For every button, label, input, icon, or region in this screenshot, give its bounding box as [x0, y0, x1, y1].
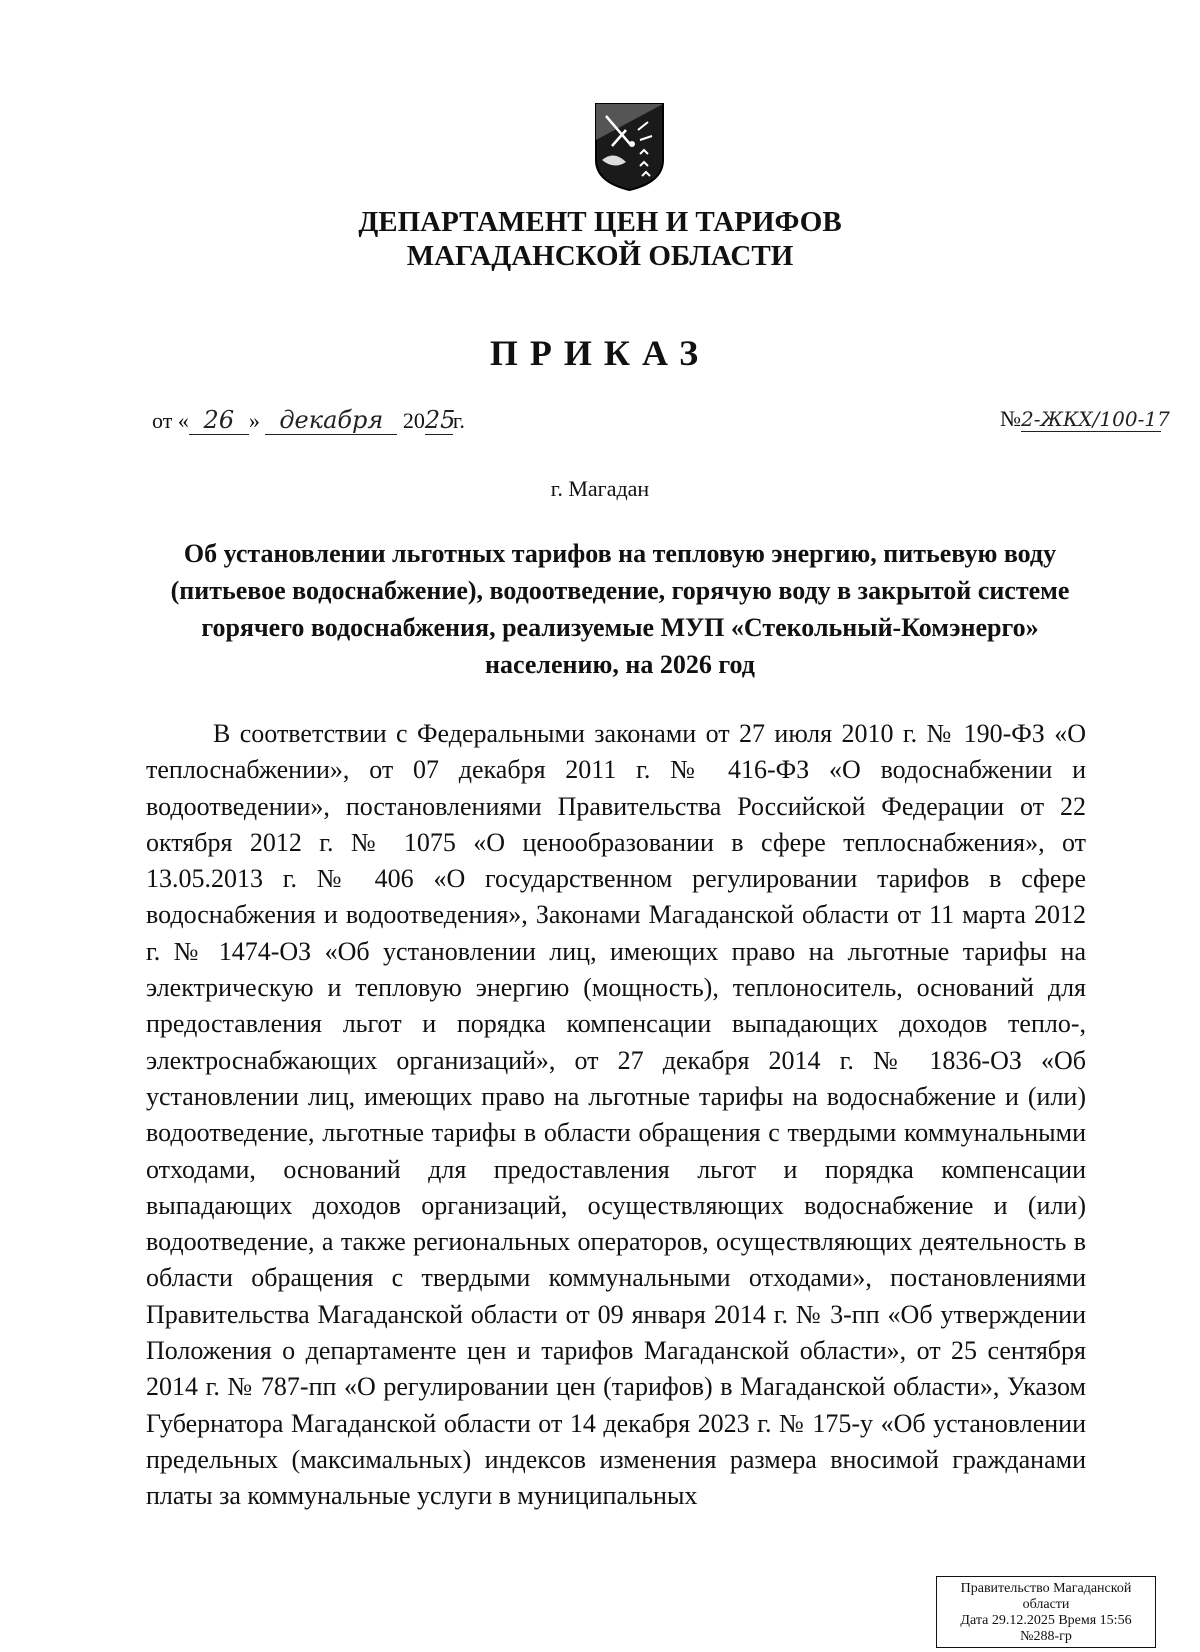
coat-of-arms-icon	[592, 100, 667, 192]
date-year-suffix: 25	[424, 406, 456, 434]
registration-stamp	[936, 1576, 1156, 1648]
department-name-line2: МАГАДАНСКОЙ ОБЛАСТИ	[406, 240, 794, 272]
date-mid: »	[248, 408, 260, 433]
order-number	[1000, 406, 1170, 432]
date-day: 26	[189, 406, 249, 435]
body-paragraph: В соответствии с Федеральными законами от 27 июля 2010 г. № 190-ФЗ «О теплоснабжении», от 07 декабря 2011 г. № 416-ФЗ «О водоснабжении и водоотведении», постановлениями Правительства Российской Федерации от 22 октября 2012 г. № 1075 «О ценообразовании в сфере теплоснабжения», от 13.05.2013 г. № 406 «О государственном регулировании тарифов в сфере водоснабжения и водоотведения», Законами Магаданской области от 11 марта 2012 г. № 1474-ОЗ «Об установлении лиц, имеющих право на льготные тарифы на электрическую и тепловую энергию (мощность), теплоноситель, оснований для предоставления льгот и порядка компенсации выпадающих доходов тепло-, электроснабжающих организаций», от 27 декабря 2014 г. № 1836-ОЗ «Об установлении лиц, имеющих право на льготные тарифы на водоснабжение и (или) водоотведение, льготные тарифы в области обращения с твердыми коммунальными отходами, оснований для предоставления льгот и порядка компенсации выпадающих доходов организаций, осуществляющих водоснабжение и (или) водоотведение, а также региональных операторов, осуществляющих деятельность в области обращения с твердыми коммунальными отходами», постановлениями Правительства Магаданской области от 09 января 2014 г. № 3-пп «Об утверждении Положения о департаменте цен и тарифов Магаданской области», от 25 сентября 2014 г. № 787-пп «О регулировании цен (тарифов) в Магаданской области», Указом Губернатора Магаданской области от 14 декабря 2023 г. № 175-у «Об установлении предельных (максимальных) индексов изменения размера вносимой гражданами платы за коммунальные услуги в муниципальных	[146, 719, 1086, 1511]
date-year-end: г.	[452, 408, 465, 433]
stamp-line-3: Дата 29.12.2025 Время 15:56	[960, 1613, 1132, 1628]
date-prefix: от «	[152, 408, 189, 433]
stamp-line-1: Правительство Магаданской	[960, 1581, 1132, 1596]
date-month: декабря	[265, 406, 397, 435]
department-name-line1: ДЕПАРТАМЕНТ ЦЕН И ТАРИФОВ	[358, 206, 842, 238]
stamp-line-2: области	[1022, 1597, 1070, 1612]
number-value: 2-ЖКХ/100-17	[1021, 407, 1170, 431]
order-subject: Об установлении льготных тарифов на тепловую энергию, питьевую воду (питьевое водоснабжение), водоотведение, горячую воду в закрытой системе горячего водоснабжения, реализуемые МУП «Стекольный-Комэнерго» населению, на 2026 год	[170, 539, 1070, 679]
order-title: ПРИКАЗ	[489, 333, 711, 373]
city: г. Магадан	[550, 476, 650, 501]
stamp-line-4: №288-гр	[1020, 1629, 1072, 1644]
number-prefix: №	[1000, 406, 1021, 431]
order-date	[152, 406, 465, 435]
date-year-prefix: 20	[402, 408, 425, 433]
